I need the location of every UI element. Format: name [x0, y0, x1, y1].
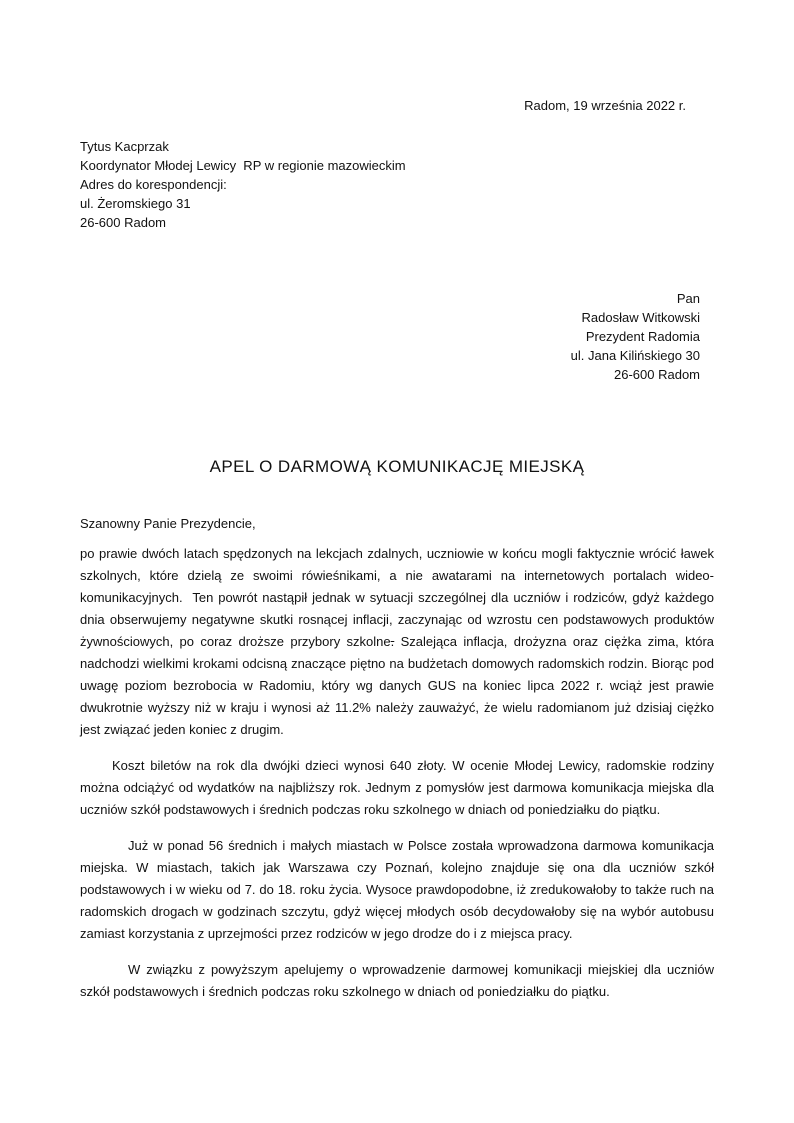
sender-city: 26-600 Radom	[80, 215, 166, 230]
paragraph-2: Koszt biletów na rok dla dwójki dzieci wynosi 640 złoty. W ocenie Młodej Lewicy, radomskie rodziny można odciążyć od wydatków na najbliższy rok. Jednym z pomysłów jest darmowa komunikacja miejska dla uczniów szkół podstawowych i średnich podczas roku szkolnego w dniach od poniedziałku do piątku.	[80, 758, 714, 817]
struck-period: .	[390, 634, 395, 649]
sender-block	[80, 137, 714, 232]
paragraph-1	[80, 543, 714, 741]
recipient-block	[80, 289, 714, 384]
sender-address-label: Adres do korespondencji:	[80, 177, 227, 192]
recipient-street: ul. Jana Kilińskiego 30	[570, 348, 700, 363]
sender-street: ul. Żeromskiego 31	[80, 196, 191, 211]
sender-role: Koordynator Młodej Lewicy RP w regionie mazowieckim	[80, 158, 406, 173]
date-line: Radom, 19 września 2022 r.	[524, 98, 686, 113]
recipient-honorific: Pan	[676, 291, 700, 306]
paragraph-1-text: po prawie dwóch latach spędzonych na lekcjach zdalnych, uczniowie w końcu mogli faktycznie wrócić ławek szkolnych, które dzielą ze swoimi rówieśnikami, a nie awatarami na internetowych portalach wideo-komunikacyjnych. Ten powrót nastąpił jednak w sytuacji szczególnej dla uczniów i rodziców, gdyż każdego dnia obserwujemy negatywne skutki rosnącej inflacji, zaczynając od wzrostu cen podstawowych produktów żywnościowych, po coraz droższe przybory szkolne	[80, 546, 714, 649]
paragraph-4: W związku z powyższym apelujemy o wprowadzenie darmowej komunikacji miejskiej dla uczniów szkół podstawowych i średnich podczas roku szkolnego w dniach od poniedziałku do piątku.	[80, 962, 714, 999]
paragraph-3: Już w ponad 56 średnich i małych miastach w Polsce została wprowadzona darmowa komunikacja miejska. W miastach, takich jak Warszawa czy Poznań, kolejno znajduje się ona dla uczniów szkół podstawowych i w wieku od 7. do 18. roku życia. Wysoce prawdopodobne, iż zredukowałoby to także ruch na radomskich drogach w godzinach szczytu, gdyż więcej młodych osób decydowałoby się na wybór autobusu zamiast korzystania z uprzejmości przez rodziców w jego drodze do i z miejsca pracy.	[80, 838, 714, 941]
recipient-name: Radosław Witkowski	[581, 310, 700, 325]
recipient-city: 26-600 Radom	[614, 367, 700, 382]
letter-title: APEL O DARMOWĄ KOMUNIKACJĘ MIEJSKĄ	[209, 457, 585, 476]
paragraph-1-text-continued: Szalejąca inflacja, drożyzna oraz ciężka zima, która nadchodzi wielkimi krokami odcisną znaczące piętno na budżetach domowych radomskich rodzin. Biorąc pod uwagę poziom bezrobocia w Radomiu, który wg danych GUS na koniec lipca 2022 r. wciąż jest prawie dwukrotnie wyższy niż w kraju i wynosi aż 11.2% należy zauważyć, że wielu radomianom już dzisiaj ciężko jest związać jeden koniec z drugim.	[80, 634, 714, 737]
sender-name: Tytus Kacprzak	[80, 139, 169, 154]
salutation: Szanowny Panie Prezydencie,	[80, 516, 256, 531]
recipient-role: Prezydent Radomia	[585, 329, 700, 344]
